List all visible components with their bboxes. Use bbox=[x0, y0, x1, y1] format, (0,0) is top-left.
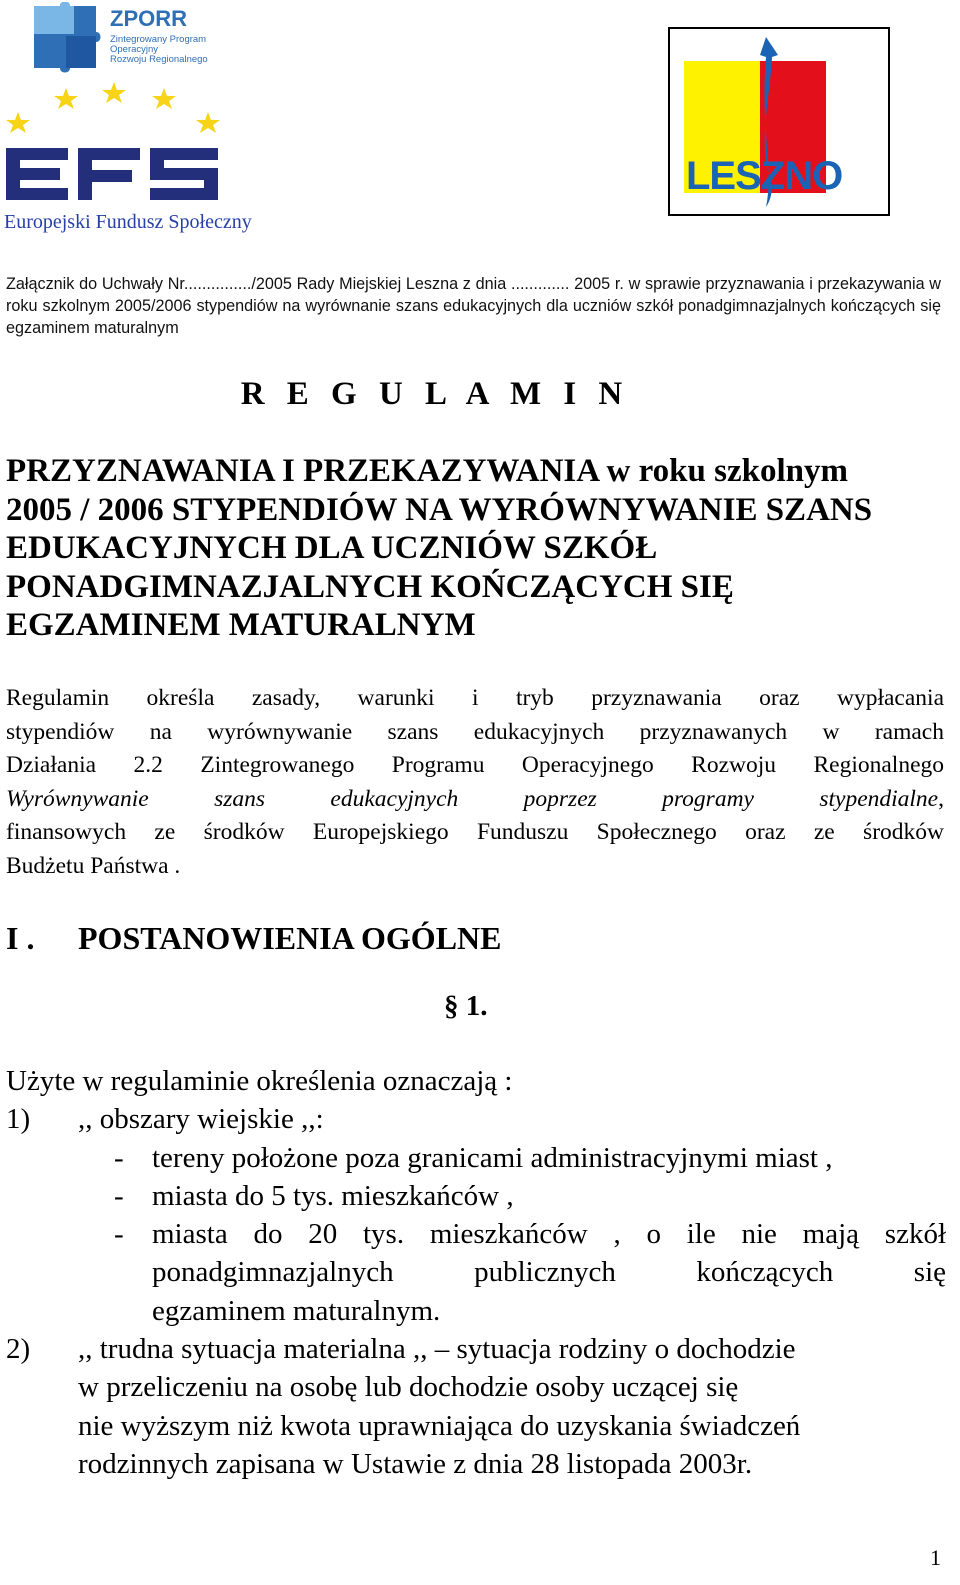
sub-item bbox=[6, 1177, 946, 1215]
sub-item bbox=[6, 1139, 946, 1177]
zporr-logo bbox=[30, 2, 220, 74]
item-number: 2) bbox=[6, 1333, 31, 1366]
sub-item-text: ponadgimnazjalnych publicznych kończących się bbox=[152, 1256, 946, 1289]
subtitle-line: 2005 / 2006 STYPENDIÓW NA WYRÓWNYWANIE SZANS bbox=[6, 491, 873, 528]
zporr-name: ZPORR bbox=[110, 6, 187, 31]
intro-paragraph bbox=[6, 682, 944, 883]
dash-bullet: - bbox=[114, 1218, 124, 1251]
intro-line: Regulamin określa zasady, warunki i tryb przyznawania oraz wypłacania bbox=[6, 685, 944, 711]
item-text: rodzinnych zapisana w Ustawie z dnia 28 listopada 2003r. bbox=[78, 1447, 753, 1480]
puzzle-icon bbox=[30, 2, 220, 74]
section-title: POSTANOWIENIA OGÓLNE bbox=[78, 920, 502, 956]
lead-text: Użyte w regulaminie określenia oznaczają : bbox=[6, 1065, 513, 1097]
subtitle-line: PRZYZNAWANIA I PRZEKAZYWANIA w roku szkolnym bbox=[6, 453, 848, 489]
zporr-sub1: Zintegrowany Program bbox=[110, 34, 207, 45]
sub-item bbox=[6, 1215, 946, 1253]
intro-comma: , bbox=[938, 785, 944, 812]
item-continuation bbox=[6, 1407, 946, 1445]
item-text: nie wyższym niż kwota uprawniająca do uzyskania świadczeń bbox=[78, 1409, 801, 1442]
page-number: 1 bbox=[930, 1545, 941, 1570]
subtitle-line: EGZAMINEM MATURALNYM bbox=[6, 607, 476, 643]
item-term: ,, obszary wiejskie ,,: bbox=[78, 1103, 324, 1136]
definitions bbox=[6, 1062, 946, 1483]
item-text: w przeliczeniu na osobę lub dochodzie osoby uczącej się bbox=[78, 1371, 739, 1404]
definition-item-1 bbox=[6, 1100, 946, 1138]
efs-letters-icon bbox=[6, 148, 218, 200]
document-title: R E G U L A M I N bbox=[240, 376, 630, 412]
zporr-sub2: Operacyjny bbox=[110, 44, 159, 55]
program-name: Wyrównywanie szans edukacyjnych poprzez programy stypendialne bbox=[6, 785, 939, 812]
intro-line: Budżetu Państwa . bbox=[6, 852, 181, 879]
document-subtitle bbox=[6, 452, 946, 645]
subtitle-line: PONADGIMNAZJALNYCH KOŃCZĄCYCH SIĘ bbox=[6, 568, 734, 605]
leszno-name: LESZNO bbox=[686, 154, 843, 198]
sub-item-text: miasta do 20 tys. mieszkańców , o ile nie mają szkół bbox=[152, 1218, 946, 1251]
efs-name: Europejski Fundusz Społeczny bbox=[4, 211, 252, 233]
sub-item-continuation bbox=[6, 1292, 946, 1330]
dash-bullet: - bbox=[114, 1179, 124, 1212]
subtitle-line: EDUKACYJNYCH DLA UCZNIÓW SZKÓŁ bbox=[6, 530, 658, 566]
sub-item-text: egzaminem maturalnym. bbox=[152, 1294, 441, 1327]
zporr-sub3: Rozwoju Regionalnego bbox=[110, 54, 208, 65]
item-continuation bbox=[6, 1368, 946, 1406]
intro-line: Działania 2.2 Zintegrowanego Programu Operacyjnego Rozwoju Regionalnego bbox=[6, 752, 944, 778]
paragraph-number: § 1. bbox=[444, 990, 488, 1022]
intro-line: stypendiów na wyrównywanie szans edukacyjnych przyznawanych w ramach bbox=[6, 718, 944, 745]
section-number: I . bbox=[6, 920, 35, 956]
definitions-lead bbox=[6, 1062, 946, 1100]
eu-stars-icon bbox=[6, 82, 220, 133]
intro-line: finansowych ze środków Europejskiego Funduszu Społecznego oraz ze środków bbox=[6, 819, 944, 845]
attachment-note: Załącznik do Uchwały Nr.............../2005 Rady Miejskiej Leszna z dnia ............. 2005 r. w sprawie przyznawania i przekazywania w roku szkolnym 2005/2006 stypendiów na wyrównanie szans edukacyjnych dla uczniów szkół ponadgimnazjalnych kończących się egzaminem maturalnym bbox=[6, 275, 941, 337]
item-continuation bbox=[6, 1445, 946, 1483]
intro-line-italic bbox=[6, 783, 944, 817]
dash-bullet: - bbox=[114, 1141, 124, 1174]
definition-item-2 bbox=[6, 1330, 946, 1368]
sub-item-continuation bbox=[6, 1253, 946, 1291]
efs-logo bbox=[4, 82, 304, 238]
sub-item-text: tereny położone poza granicami administracyjnymi miast , bbox=[152, 1141, 833, 1174]
item-text: ,, trudna sytuacja materialna ,, – sytuacja rodziny o dochodzie bbox=[78, 1333, 796, 1366]
sub-item-text: miasta do 5 tys. mieszkańców , bbox=[152, 1179, 514, 1212]
leszno-logo bbox=[668, 27, 890, 216]
item-number: 1) bbox=[6, 1103, 31, 1136]
